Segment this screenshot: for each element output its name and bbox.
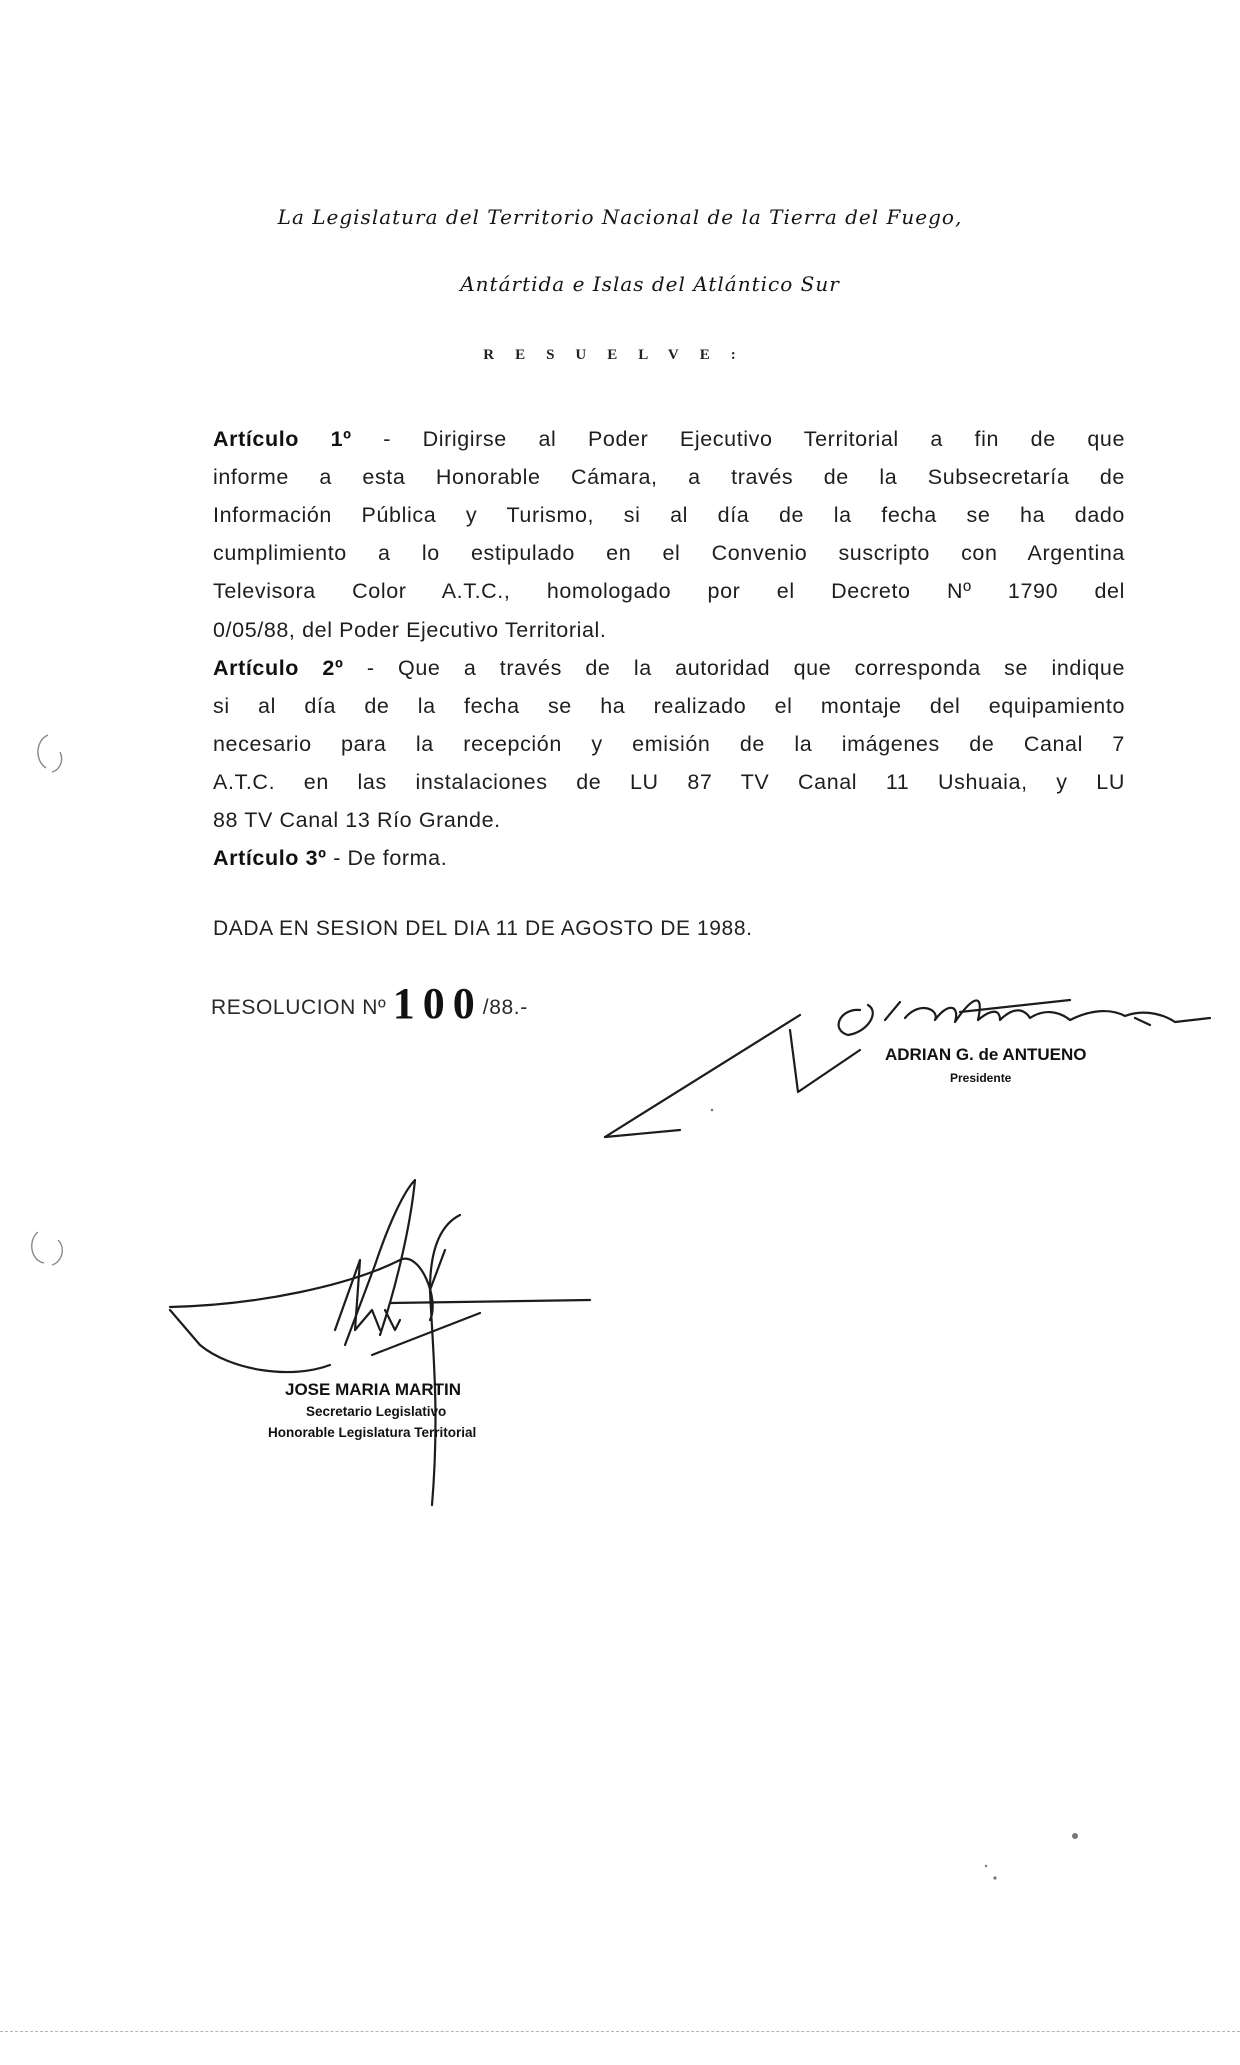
secretary-title: Secretario Legislativo	[306, 1404, 447, 1419]
secretary-organization: Honorable Legislatura Territorial	[268, 1425, 477, 1440]
body-line-text: - Que a través de la autoridad que corresponda se indique	[366, 655, 1126, 680]
president-signature	[605, 1000, 1210, 1137]
resolution-prefix: RESOLUCION Nº	[211, 996, 387, 1019]
stray-marks	[711, 1109, 1078, 1880]
body-line-text: 88 TV Canal 13 Río Grande.	[213, 808, 501, 832]
secretary-signature	[170, 1180, 590, 1505]
president-name: ADRIAN G. de ANTUENO	[885, 1045, 1087, 1064]
session-date-line: DADA EN SESION DEL DIA 11 DE AGOSTO DE 1988.	[213, 917, 753, 940]
punch-hole-marks	[32, 735, 63, 1265]
article-label: Artículo 3º	[213, 846, 327, 871]
body-line-text: necesario para la recepción y emisión de la imágenes de Canal 7	[213, 731, 1125, 756]
secretary-name: JOSE MARIA MARTIN	[285, 1380, 461, 1399]
president-title: Presidente	[950, 1071, 1012, 1085]
body-line-text: A.T.C. en las instalaciones de LU 87 TV Canal 11 Ushuaia, y LU	[213, 769, 1125, 794]
header-title-line-2: Antártida e Islas del Atlántico Sur	[460, 272, 840, 296]
body-line-text: - De forma.	[333, 846, 448, 871]
article-label: Artículo 1º	[213, 427, 352, 451]
header-title-line-1: La Legislatura del Territorio Nacional de la Tierra del Fuego,	[277, 205, 963, 229]
body-line-text: informe a esta Honorable Cámara, a través de la Subsecretaría de	[213, 465, 1125, 490]
body-line-text: - Dirigirse al Poder Ejecutivo Territorial a fin de que	[383, 427, 1126, 451]
footer-divider	[0, 2031, 1240, 2032]
article-label: Artículo 2º	[213, 655, 344, 680]
resolution-number: 100	[392, 979, 483, 1028]
body-line-text: Televisora Color A.T.C., homologado por el Decreto Nº 1790 del	[213, 579, 1125, 604]
body-line-text: cumplimiento a lo estipulado en el Convenio suscripto con Argentina	[213, 541, 1125, 566]
resolution-suffix: /88.-	[482, 996, 528, 1019]
body-line-text: Información Pública y Turismo, si al día de la fecha se ha dado	[213, 503, 1125, 528]
body-line-text: 0/05/88, del Poder Ejecutivo Territorial.	[213, 617, 607, 642]
resuelve-heading: RESUELVE:	[483, 347, 757, 363]
body-line-text: si al día de la fecha se ha realizado el montaje del equipamiento	[213, 693, 1125, 718]
